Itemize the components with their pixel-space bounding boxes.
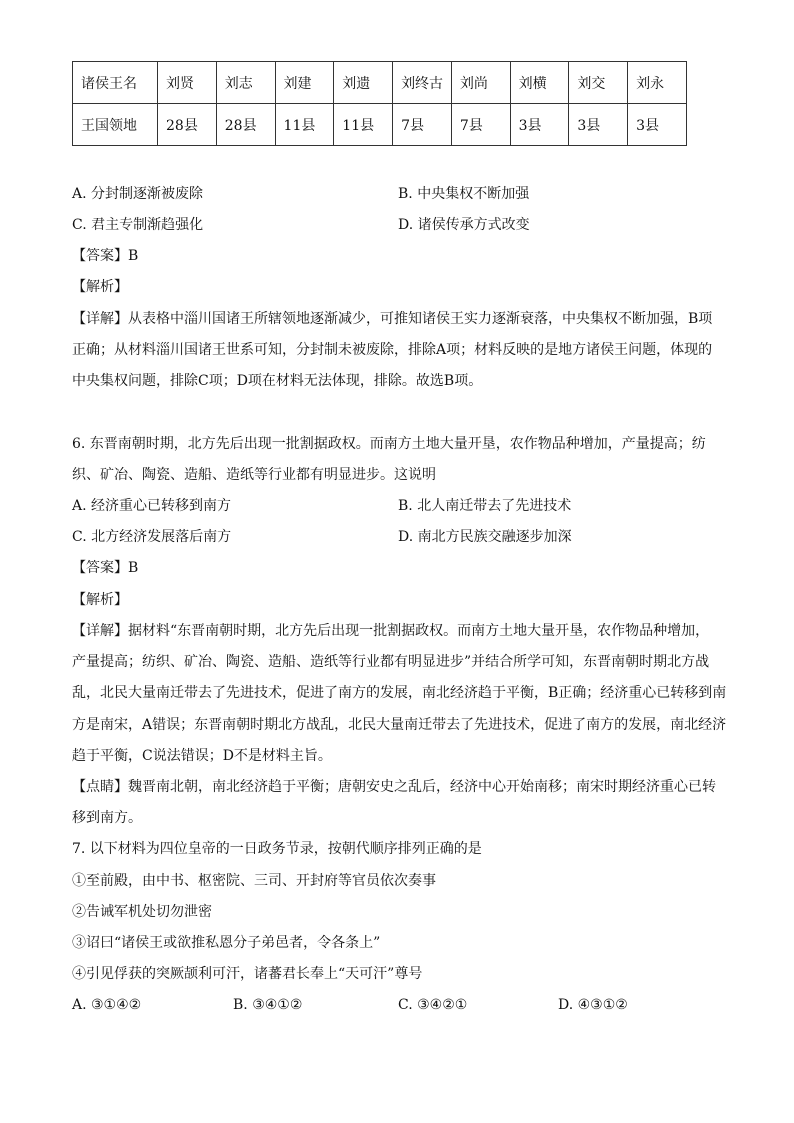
q6-answer: 【答案】B xyxy=(72,560,139,576)
q6-stem-line: 织、矿冶、陶瓷、造船、造纸等行业都有明显进步。这说明 xyxy=(72,467,436,483)
table-cell: 11县 xyxy=(334,104,393,146)
table-cell: 刘永 xyxy=(628,62,687,104)
q7-option-c: C. ③④②① xyxy=(398,997,468,1013)
q5-option-a: A. 分封制逐渐被废除 xyxy=(72,186,204,202)
table-cell: 刘终古 xyxy=(393,62,452,104)
q7-item: ②告诫军机处切勿泄密 xyxy=(72,904,212,920)
q6-stem-line: 6. 东晋南朝时期，北方先后出现一批割据政权。而南方土地大量开垦，农作物品种增加，产量提高；纺 xyxy=(72,436,706,452)
table-cell: 7县 xyxy=(393,104,452,146)
q7-item: ③诏曰“诸侯王或欲推私恩分子弟邑者，令各条上” xyxy=(72,935,381,951)
q7-option-d: D. ④③①② xyxy=(558,997,628,1013)
q6-option-c: C. 北方经济发展落后南方 xyxy=(72,529,232,545)
q6-option-b: B. 北人南迁带去了先进技术 xyxy=(398,498,572,514)
table-cell: 诸侯王名 xyxy=(73,62,158,104)
q5-option-d: D. 诸侯传承方式改变 xyxy=(398,217,530,233)
table-cell: 11县 xyxy=(275,104,334,146)
q6-comment-line: 移到南方。 xyxy=(72,810,142,826)
q6-option-d: D. 南北方民族交融逐步加深 xyxy=(398,529,572,545)
q7-stem: 7. 以下材料为四位皇帝的一日政务节录，按朝代顺序排列正确的是 xyxy=(72,841,482,857)
q6-detail-line: 方是南宋，A错误；东晋南朝时期北方战乱，北民大量南迁带去了先进技术，促进了南方的发展，南北经济 xyxy=(72,717,727,733)
q7-option-a: A. ③①④② xyxy=(72,997,142,1013)
table-cell: 3县 xyxy=(510,104,569,146)
table-cell: 刘志 xyxy=(216,62,275,104)
table-cell: 刘遗 xyxy=(334,62,393,104)
table-cell: 刘尚 xyxy=(451,62,510,104)
q7-item: ④引见俘获的突厥颉利可汗，诸蕃君长奉上“天可汗”尊号 xyxy=(72,966,423,982)
table-row xyxy=(73,62,687,104)
q6-option-a: A. 经济重心已转移到南方 xyxy=(72,498,232,514)
q5-option-b: B. 中央集权不断加强 xyxy=(398,186,530,202)
q5-option-c: C. 君主专制渐趋强化 xyxy=(72,217,204,233)
q7-option-b: B. ③④①② xyxy=(233,997,303,1013)
table-cell: 7县 xyxy=(451,104,510,146)
table-cell: 28县 xyxy=(216,104,275,146)
table-cell: 3县 xyxy=(628,104,687,146)
q5-detail-line: 中央集权问题，排除C项；D项在材料无法体现，排除。故选B项。 xyxy=(72,373,483,389)
q6-detail-line: 产量提高；纺织、矿冶、陶瓷、造船、造纸等行业都有明显进步”并结合所学可知，东晋南朝时期北方战 xyxy=(72,654,710,670)
fief-table xyxy=(72,61,687,146)
q5-detail-line: 【详解】从表格中淄川国诸王所辖领地逐渐减少，可推知诸侯王实力逐渐衰落，中央集权不断加强，B项 xyxy=(72,311,713,327)
table-cell: 刘交 xyxy=(569,62,628,104)
table-cell: 刘横 xyxy=(510,62,569,104)
table-cell: 王国领地 xyxy=(73,104,158,146)
table-row xyxy=(73,104,687,146)
q6-comment-line: 【点睛】魏晋南北朝，南北经济趋于平衡；唐朝安史之乱后，经济中心开始南移；南宋时期经济重心已转 xyxy=(72,779,716,795)
q6-detail-line: 趋于平衡，C说法错误；D不是材料主旨。 xyxy=(72,748,332,764)
q6-detail-line: 【详解】据材料“东晋南朝时期，北方先后出现一批割据政权。而南方土地大量开垦，农作物品种增加， xyxy=(72,623,710,639)
q5-detail-line: 正确；从材料淄川国诸王世系可知，分封制未被废除，排除A项；材料反映的是地方诸侯王问题，体现的 xyxy=(72,342,713,358)
q5-analysis-heading: 【解析】 xyxy=(72,279,128,295)
table-cell: 28县 xyxy=(158,104,217,146)
table-cell: 3县 xyxy=(569,104,628,146)
table-cell: 刘贤 xyxy=(158,62,217,104)
q5-answer: 【答案】B xyxy=(72,248,139,264)
table-cell: 刘建 xyxy=(275,62,334,104)
q6-detail-line: 乱，北民大量南迁带去了先进技术，促进了南方的发展，南北经济趋于平衡，B正确；经济重心已转移到南 xyxy=(72,685,727,701)
q6-analysis-heading: 【解析】 xyxy=(72,592,128,608)
q7-item: ①至前殿，由中书、枢密院、三司、开封府等官员依次奏事 xyxy=(72,873,436,889)
